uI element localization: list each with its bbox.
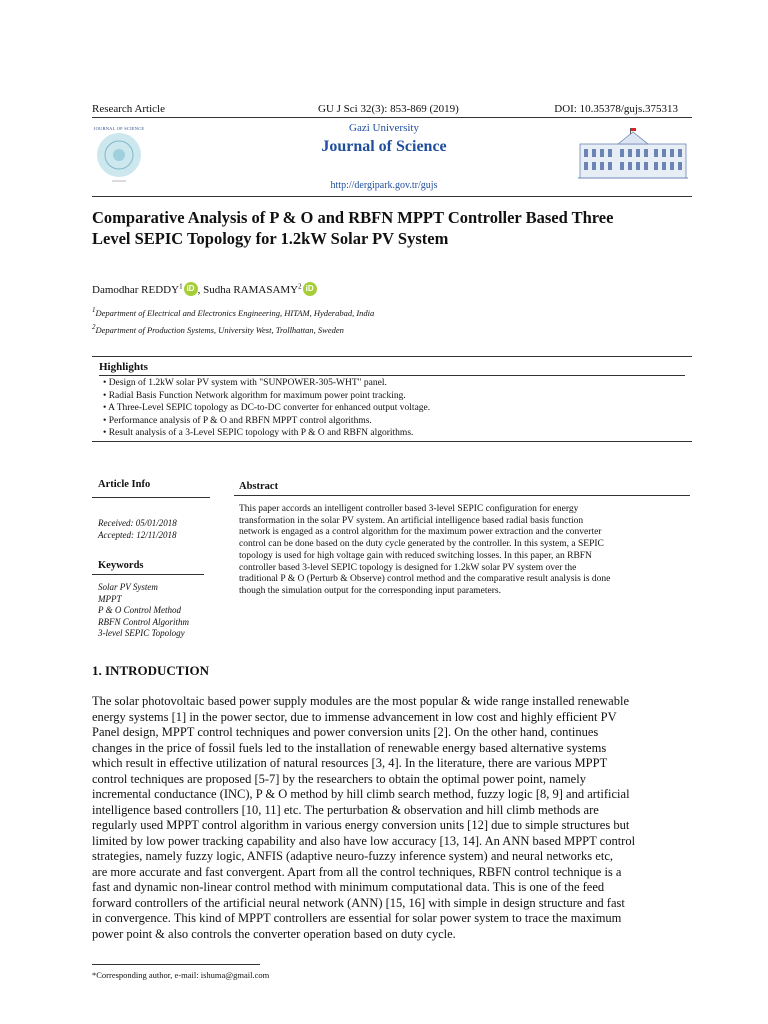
intro-line: incremental conductance (INC), P & O method by hill climb search method, fuzzy logic [8, 9] and artificial <box>92 787 630 801</box>
masthead-rule <box>92 196 692 197</box>
keyword-item: 3-level SEPIC Topology <box>98 628 185 638</box>
intro-line: Panel design, MPPT control techniques and power conversion units [2]. On the other hand, continues <box>92 725 599 739</box>
highlights-list <box>103 377 430 440</box>
footnote-rule <box>92 964 260 965</box>
abstract-title: Abstract <box>239 481 279 492</box>
highlights-bottom-rule <box>92 441 692 442</box>
keywords-rule <box>92 574 204 575</box>
author-list <box>92 282 317 296</box>
article-dates <box>98 518 177 541</box>
article-type: Research Article <box>92 103 165 115</box>
introduction-heading: 1. INTRODUCTION <box>92 663 210 678</box>
university-building-image <box>578 128 688 180</box>
keyword-item: MPPT <box>98 593 122 604</box>
intro-line: limited by low power tracking capability and also have low accuracy [13, 14]. An ANN based MPPT control <box>92 833 636 848</box>
accepted-date: Accepted: 12/11/2018 <box>98 529 177 540</box>
logo-text: JOURNAL OF SCIENCE <box>93 126 145 131</box>
highlights-top-rule <box>92 356 692 357</box>
paper-title-line-2: Level SEPIC Topology for 1.2kW Solar PV System <box>92 229 449 248</box>
author-1-name: Damodhar REDDY <box>92 284 180 296</box>
author-2-affiliation-mark: 2 <box>298 282 302 291</box>
intro-line: forward controllers of the artificial neural network (ANN) [15, 16] with simple in design structure and fast <box>92 895 625 910</box>
abstract-line: topology is used for high voltage gain with reduced switching losses. In this paper, an RBFN <box>239 550 592 561</box>
paper-title-line-1: Comparative Analysis of P & O and RBFN MPPT Controller Based Three <box>92 208 614 227</box>
received-date: Received: 05/01/2018 <box>98 518 177 528</box>
affiliation-1-text: Department of Electrical and Electronics Engineering, HITAM, Hyderabad, India <box>95 307 375 318</box>
highlights-title: Highlights <box>99 361 148 373</box>
author-1-orcid-icon[interactable]: iD <box>184 282 198 296</box>
intro-line: in convergence. This kind of MPPT controllers are essential for solar power system to trace the maximum <box>92 911 622 925</box>
intro-line: intelligence based controllers [10, 11] etc. The perturbation & observation and hill climb methods are <box>92 802 599 817</box>
intro-line: regularly used MPPT control algorithm in various energy conversion units [12] due to simple structures but <box>92 818 630 832</box>
university-name: Gazi University <box>349 122 419 134</box>
intro-line: strategies, namely fuzzy logic, ANFIS (adaptive neuro-fuzzy inference system) and neural networks etc, <box>92 849 613 863</box>
article-info-rule <box>92 497 210 498</box>
intro-line: energy systems [1] in the power sector, due to immense advancement in low cost and highly efficient PV <box>92 709 617 724</box>
intro-line: The solar photovoltaic based power supply modules are the most popular & wide range installed renewable <box>92 694 629 708</box>
keywords-title: Keywords <box>98 560 144 571</box>
highlight-item: • Radial Basis Function Network algorithm for maximum power point tracking. <box>103 390 406 401</box>
introduction-body <box>92 694 694 942</box>
intro-line: changes in the price of fossil fuels led to the installation of renewable energy based alternative systems <box>92 740 607 755</box>
abstract-rule <box>234 495 690 496</box>
intro-line: fast and dynamic non-linear control method with minimum computational data. This is one of the feed <box>92 880 605 894</box>
keywords-list <box>98 582 189 640</box>
affiliation-1-mark: 1 <box>92 306 96 314</box>
highlight-item: • A Three-Level SEPIC topology as DC-to-DC converter for enhanced output voltage. <box>103 403 431 413</box>
abstract-line: traditional P & O (Perturb & Observe) control method and the comparative result analysis is done <box>239 574 611 585</box>
highlight-item: • Performance analysis of P & O and RBFN MPPT control algorithms. <box>103 415 372 426</box>
keyword-item: Solar PV System <box>98 582 158 592</box>
doi[interactable]: DOI: 10.35378/gujs.375313 <box>554 103 678 115</box>
affiliation-2-mark: 2 <box>92 323 96 331</box>
journal-name: Journal of Science <box>321 138 447 155</box>
affiliation-2-text: Department of Production Systems, University West, Trollhattan, Sweden <box>95 324 344 335</box>
corresponding-author-footnote: *Corresponding author, e-mail: ishuma@gmail.com <box>92 970 270 980</box>
header-rule <box>92 117 692 118</box>
highlights-title-rule <box>99 375 685 376</box>
abstract-line: controller based 3-level SEPIC topology is designed for 1.2kW solar PV system over the <box>239 562 577 573</box>
abstract-body <box>239 504 660 598</box>
citation: GU J Sci 32(3): 853-869 (2019) <box>318 103 459 115</box>
author-2-orcid-icon[interactable]: iD <box>303 282 317 296</box>
paper-title <box>92 207 682 249</box>
abstract-line: This paper accords an intelligent controller based 3-level SEPIC configuration for energy <box>239 504 579 514</box>
intro-line: are more accurate and fast convergent. Apart from all the control techniques, RBFN control technique is a <box>92 864 622 879</box>
highlight-item: • Result analysis of a 3-Level SEPIC topology with P & O and RBFN algorithms. <box>103 428 414 438</box>
intro-line: power point & also controls the converter operation based on duty cycle. <box>92 926 456 941</box>
highlight-item: • Design of 1.2kW solar PV system with "SUNPOWER-305-WHT" panel. <box>103 378 387 388</box>
affiliation-1 <box>92 306 374 318</box>
keyword-item: P & O Control Method <box>98 605 181 615</box>
author-2-name: Sudha RAMASAMY <box>203 284 299 296</box>
author-separator: , <box>197 284 204 296</box>
author-1-affiliation-mark: 1 <box>179 282 183 291</box>
abstract-line: network is engaged as a control algorithm for the maximum power extraction and the converter <box>239 527 602 538</box>
affiliation-2 <box>92 323 344 335</box>
abstract-line: control can be done based on the duty cycle generated by the controller. In this system, a SEPIC <box>239 539 604 550</box>
journal-url[interactable]: http://dergipark.gov.tr/gujs <box>330 180 438 191</box>
abstract-line: though the simulation output for the corresponding input parameters. <box>239 585 501 596</box>
abstract-line: transformation in the solar PV system. An artificial intelligence based radial basis function <box>239 515 584 526</box>
intro-line: which result in effective utilization of natural resources [3, 4]. In the literature, there are various MPPT <box>92 756 608 770</box>
intro-line: control techniques are proposed [5-7] by the researchers to obtain the optimal power point, namely <box>92 771 586 786</box>
article-info-title: Article Info <box>98 479 151 490</box>
keyword-item: RBFN Control Algorithm <box>98 616 190 627</box>
